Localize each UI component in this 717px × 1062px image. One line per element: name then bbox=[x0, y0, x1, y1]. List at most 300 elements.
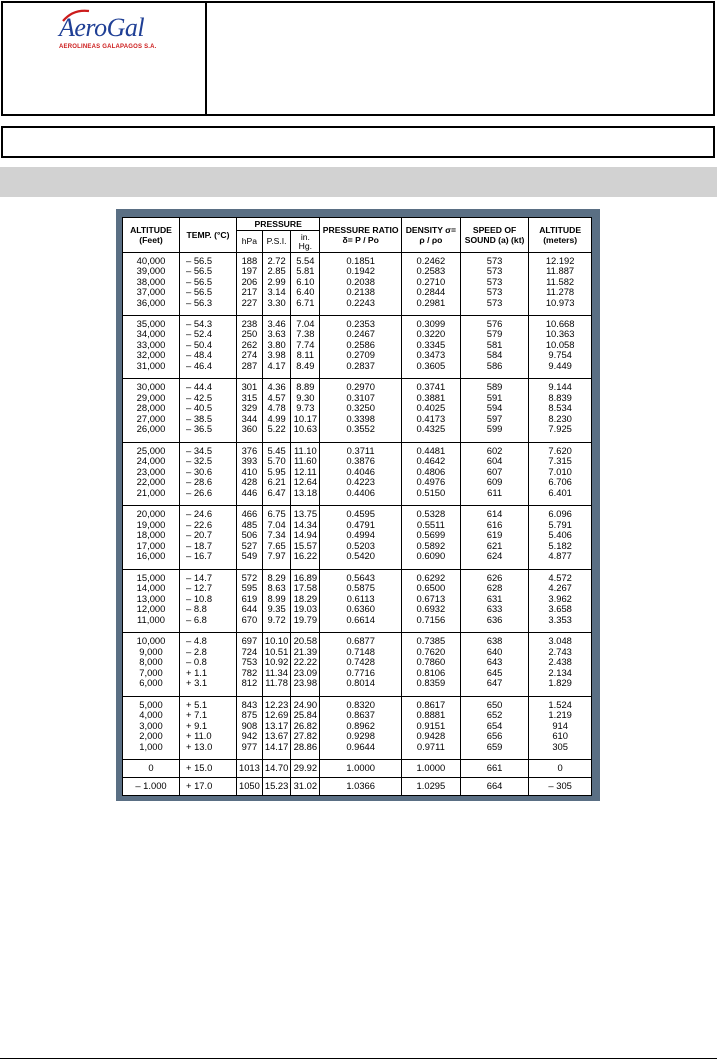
cell-value: 659 bbox=[486, 740, 503, 752]
cell-value: 572 bbox=[241, 571, 258, 583]
footer-divider bbox=[0, 1058, 717, 1059]
cell-value: 315 bbox=[241, 391, 258, 403]
cell-value: 2.85 bbox=[267, 265, 286, 276]
cell-value: 446 bbox=[241, 486, 258, 498]
header-hpa: hPa bbox=[237, 230, 263, 252]
cell-value: 9.72 bbox=[267, 613, 286, 625]
cell-altitude-m bbox=[529, 760, 592, 778]
cell-value: 0.7156 bbox=[416, 613, 446, 625]
cell-value: 619 bbox=[486, 529, 503, 541]
cell-value: 9.754 bbox=[548, 349, 572, 361]
cell-value: 664 bbox=[486, 780, 503, 792]
cell-value: 12.192 bbox=[545, 254, 575, 266]
cell-value: 636 bbox=[486, 613, 503, 625]
cell-value: 8.230 bbox=[548, 412, 572, 424]
cell-inhg bbox=[291, 633, 320, 696]
cell-value: 9.449 bbox=[548, 359, 572, 371]
cell-value: 0.4481 bbox=[416, 444, 446, 456]
cell-value: 11.34 bbox=[265, 666, 288, 678]
cell-value: 0.2970 bbox=[346, 381, 375, 393]
cell-temp bbox=[180, 760, 237, 778]
cell-value: 301 bbox=[241, 381, 258, 393]
cell-density bbox=[401, 379, 460, 442]
cell-value: 8.63 bbox=[267, 582, 286, 594]
cell-value: 16.22 bbox=[293, 550, 318, 562]
cell-value: 6,000 bbox=[139, 677, 163, 689]
cell-altitude-m bbox=[529, 315, 592, 378]
cell-altitude-ft bbox=[123, 569, 180, 632]
table-row-group bbox=[123, 315, 592, 378]
cell-value: 206 bbox=[241, 275, 258, 287]
cell-value: 1013 bbox=[239, 762, 260, 774]
cell-value: 250 bbox=[241, 328, 258, 340]
cell-value: 656 bbox=[486, 730, 503, 742]
cell-value: 0.7716 bbox=[346, 666, 375, 678]
cell-value: 1,000 bbox=[139, 740, 163, 752]
cell-value: 650 bbox=[486, 698, 503, 710]
cell-value: 652 bbox=[486, 709, 503, 721]
cell-density bbox=[401, 315, 460, 378]
cell-value: 0.4994 bbox=[346, 529, 375, 541]
cell-value: 34,000 bbox=[136, 328, 166, 340]
cell-value: 753 bbox=[241, 656, 258, 668]
cell-value: 25,000 bbox=[136, 444, 166, 456]
cell-value: 0.2709 bbox=[346, 349, 375, 361]
cell-value: 15,000 bbox=[136, 571, 166, 583]
cell-altitude-m bbox=[529, 633, 592, 696]
header-temp: TEMP. (°C) bbox=[180, 218, 237, 253]
cell-value: 0.3345 bbox=[416, 338, 446, 350]
cell-value: 262 bbox=[241, 338, 258, 350]
cell-value: 19,000 bbox=[136, 518, 166, 530]
cell-value: – 12.7 bbox=[186, 582, 213, 594]
cell-value: 7.34 bbox=[267, 529, 286, 541]
cell-value: 39,000 bbox=[136, 265, 166, 276]
cell-value: 7.65 bbox=[267, 539, 286, 551]
cell-value: 0.5511 bbox=[416, 518, 445, 530]
cell-value: 1.0295 bbox=[416, 780, 446, 792]
cell-value: 36,000 bbox=[136, 296, 166, 308]
cell-value: 0.4173 bbox=[416, 412, 446, 424]
cell-temp bbox=[180, 252, 237, 315]
cell-value: 428 bbox=[241, 476, 258, 488]
cell-value: 0.7148 bbox=[346, 645, 375, 657]
cell-temp bbox=[180, 569, 237, 632]
cell-value: 643 bbox=[486, 656, 503, 668]
cell-value: 597 bbox=[486, 412, 503, 424]
cell-psi bbox=[262, 506, 290, 569]
cell-value: 0.8359 bbox=[416, 677, 446, 689]
cell-value: – 42.5 bbox=[186, 391, 213, 403]
cell-hpa bbox=[237, 252, 263, 315]
cell-value: 611 bbox=[487, 486, 503, 498]
cell-temp bbox=[180, 379, 237, 442]
cell-psi bbox=[262, 696, 290, 759]
cell-inhg bbox=[291, 379, 320, 442]
cell-value: 26,000 bbox=[136, 423, 166, 435]
cell-value: 576 bbox=[486, 317, 503, 329]
cell-value: 914 bbox=[552, 719, 568, 731]
cell-value: 0.7385 bbox=[416, 635, 446, 647]
cell-value: 27.82 bbox=[293, 730, 318, 742]
cell-value: 3.962 bbox=[548, 592, 572, 604]
cell-value: 11.60 bbox=[293, 455, 317, 467]
cell-value: 1.0366 bbox=[346, 780, 375, 792]
cell-value: 0.2586 bbox=[346, 338, 375, 350]
cell-inhg bbox=[291, 569, 320, 632]
cell-value: 0.5150 bbox=[416, 486, 446, 498]
cell-value: 1.524 bbox=[548, 698, 572, 710]
cell-value: 5.45 bbox=[267, 444, 286, 456]
cell-value: 589 bbox=[486, 381, 503, 393]
cell-value: 599 bbox=[486, 423, 503, 435]
cell-value: 16,000 bbox=[136, 550, 166, 562]
cell-value: 3,000 bbox=[139, 719, 163, 731]
cell-value: 8.11 bbox=[296, 349, 315, 361]
cell-value: 0.2138 bbox=[346, 286, 375, 297]
cell-altitude-ft bbox=[123, 696, 180, 759]
cell-value: 0.5699 bbox=[416, 529, 446, 541]
cell-value: 0.5643 bbox=[346, 571, 375, 583]
cell-value: 1.829 bbox=[548, 677, 572, 689]
cell-psi bbox=[262, 778, 290, 796]
cell-value: 7.04 bbox=[267, 518, 286, 530]
cell-value: – 16.7 bbox=[186, 550, 213, 562]
cell-value: 7,000 bbox=[139, 666, 163, 678]
cell-value: 0.3473 bbox=[416, 349, 446, 361]
cell-hpa bbox=[237, 379, 263, 442]
cell-value: 29.92 bbox=[293, 762, 318, 774]
cell-value: – 1.000 bbox=[135, 780, 167, 792]
cell-value: 4.877 bbox=[548, 550, 572, 562]
cell-value: 11.10 bbox=[293, 444, 317, 456]
cell-density bbox=[401, 252, 460, 315]
cell-value: 645 bbox=[486, 666, 503, 678]
cell-value: 0.9711 bbox=[416, 740, 445, 752]
cell-speed-of-sound bbox=[460, 252, 528, 315]
cell-value: 4.99 bbox=[267, 412, 286, 424]
cell-altitude-ft bbox=[123, 633, 180, 696]
cell-value: 573 bbox=[486, 286, 503, 297]
cell-value: 0.5203 bbox=[346, 539, 375, 551]
cell-value: 238 bbox=[241, 317, 258, 329]
cell-value: + 9.1 bbox=[186, 719, 208, 731]
cell-value: 3.048 bbox=[548, 635, 572, 647]
cell-psi bbox=[262, 442, 290, 505]
cell-value: 24.90 bbox=[293, 698, 318, 710]
cell-value: 10.973 bbox=[545, 296, 575, 308]
cell-value: + 5.1 bbox=[186, 698, 208, 710]
cell-value: 23,000 bbox=[136, 465, 166, 477]
cell-psi bbox=[262, 252, 290, 315]
cell-value: 19.79 bbox=[293, 613, 318, 625]
cell-value: – 48.4 bbox=[186, 349, 213, 361]
cell-value: 0.7428 bbox=[346, 656, 375, 668]
cell-value: 579 bbox=[486, 328, 503, 340]
cell-value: 10.668 bbox=[545, 317, 575, 329]
cell-altitude-m bbox=[529, 379, 592, 442]
cell-value: 7.620 bbox=[548, 444, 572, 456]
cell-inhg bbox=[291, 506, 320, 569]
cell-value: + 7.1 bbox=[186, 709, 208, 721]
cell-value: 12,000 bbox=[136, 603, 166, 615]
cell-value: 631 bbox=[486, 592, 503, 604]
cell-value: 0.8962 bbox=[346, 719, 375, 731]
cell-inhg bbox=[291, 778, 320, 796]
cell-inhg bbox=[291, 315, 320, 378]
cell-value: 0.6360 bbox=[346, 603, 375, 615]
cell-value: – 0.8 bbox=[186, 656, 207, 668]
cell-value: 33,000 bbox=[136, 338, 166, 350]
cell-psi bbox=[262, 633, 290, 696]
cell-value: 0.4046 bbox=[346, 465, 375, 477]
header-psi: P.S.I. bbox=[262, 230, 290, 252]
cell-value: 5.54 bbox=[296, 254, 315, 266]
cell-pressure-ratio bbox=[320, 696, 402, 759]
cell-value: 3.98 bbox=[267, 349, 286, 361]
cell-density bbox=[401, 633, 460, 696]
cell-value: 8.99 bbox=[267, 592, 286, 604]
cell-value: 0.4025 bbox=[416, 402, 446, 414]
cell-value: 581 bbox=[486, 338, 503, 350]
cell-value: 0.8881 bbox=[416, 709, 446, 721]
cell-value: 527 bbox=[241, 539, 258, 551]
cell-hpa bbox=[237, 569, 263, 632]
cell-density bbox=[401, 569, 460, 632]
cell-value: 584 bbox=[486, 349, 503, 361]
cell-value: – 56.5 bbox=[186, 254, 213, 266]
cell-value: 10.17 bbox=[293, 412, 318, 424]
cell-value: – 32.5 bbox=[186, 455, 213, 467]
cell-pressure-ratio bbox=[320, 760, 402, 778]
header-pressure-ratio: PRESSURE RATIO δ= P / Po bbox=[320, 218, 402, 253]
cell-value: 0.9428 bbox=[416, 730, 446, 742]
cell-value: 1.0000 bbox=[346, 762, 375, 774]
cell-value: 2.743 bbox=[548, 645, 572, 657]
cell-value: 0.8106 bbox=[416, 666, 446, 678]
cell-value: 0.3220 bbox=[416, 328, 446, 340]
cell-temp bbox=[180, 633, 237, 696]
cell-value: 633 bbox=[486, 603, 503, 615]
cell-value: 0.2038 bbox=[346, 275, 375, 287]
cell-temp bbox=[180, 696, 237, 759]
cell-value: 614 bbox=[486, 508, 503, 520]
cell-value: 10.92 bbox=[264, 656, 289, 668]
standard-atmosphere-table bbox=[122, 217, 592, 796]
cell-value: 0.9151 bbox=[416, 719, 446, 731]
cell-value: – 40.5 bbox=[186, 402, 213, 414]
cell-value: 10.51 bbox=[264, 645, 289, 657]
cell-altitude-m bbox=[529, 442, 592, 505]
cell-value: + 15.0 bbox=[186, 762, 213, 774]
cell-value: – 22.6 bbox=[186, 518, 213, 530]
cell-density bbox=[401, 696, 460, 759]
cell-value: – 14.7 bbox=[186, 571, 213, 583]
header-density: DENSITY σ= ρ / ρo bbox=[401, 218, 460, 253]
cell-value: 843 bbox=[241, 698, 258, 710]
cell-pressure-ratio bbox=[320, 379, 402, 442]
cell-value: – 54.3 bbox=[186, 317, 213, 329]
cell-value: 20.58 bbox=[293, 635, 318, 647]
cell-value: 28.86 bbox=[293, 740, 318, 752]
cell-value: 4.36 bbox=[267, 381, 286, 393]
cell-value: 14.94 bbox=[293, 529, 318, 541]
cell-inhg bbox=[291, 252, 320, 315]
cell-value: 0.3881 bbox=[416, 391, 446, 403]
cell-value: 16.89 bbox=[293, 571, 318, 583]
cell-value: 0.2243 bbox=[346, 296, 375, 308]
cell-value: 8.49 bbox=[296, 359, 315, 371]
cell-speed-of-sound bbox=[460, 633, 528, 696]
cell-value: 5.95 bbox=[267, 465, 286, 477]
cell-value: 0.3552 bbox=[346, 423, 375, 435]
cell-value: – 30.6 bbox=[186, 465, 213, 477]
cell-value: 28,000 bbox=[136, 402, 166, 414]
cell-density bbox=[401, 778, 460, 796]
cell-value: 908 bbox=[241, 719, 258, 731]
cell-value: 0.5892 bbox=[416, 539, 446, 551]
cell-value: 27,000 bbox=[136, 412, 166, 424]
cell-value: 35,000 bbox=[136, 317, 166, 329]
cell-value: 977 bbox=[241, 740, 258, 752]
cell-value: 25.84 bbox=[293, 709, 318, 721]
cell-value: 0.3107 bbox=[346, 391, 375, 403]
cell-density bbox=[401, 506, 460, 569]
cell-value: 14.17 bbox=[264, 740, 289, 752]
cell-value: 376 bbox=[241, 444, 258, 456]
cell-altitude-m bbox=[529, 252, 592, 315]
cell-value: 4.572 bbox=[548, 571, 572, 583]
cell-value: 12.23 bbox=[264, 698, 289, 710]
cell-value: 0.2981 bbox=[416, 296, 446, 308]
cell-hpa bbox=[237, 778, 263, 796]
cell-value: 0.6500 bbox=[416, 582, 446, 594]
cell-value: 0.4325 bbox=[416, 423, 446, 435]
cell-value: 15.23 bbox=[264, 780, 289, 792]
cell-value: 0.2844 bbox=[416, 286, 446, 297]
cell-hpa bbox=[237, 633, 263, 696]
cell-value: 360 bbox=[241, 423, 258, 435]
cell-value: 0.6877 bbox=[346, 635, 375, 647]
cell-value: 573 bbox=[486, 275, 503, 287]
cell-value: 0.4642 bbox=[416, 455, 446, 467]
cell-value: – 8.8 bbox=[186, 603, 207, 615]
cell-value: + 17.0 bbox=[186, 780, 213, 792]
cell-altitude-m bbox=[529, 778, 592, 796]
cell-altitude-m bbox=[529, 506, 592, 569]
cell-value: 14.34 bbox=[293, 518, 318, 530]
table-row-group bbox=[123, 252, 592, 315]
cell-value: 17,000 bbox=[136, 539, 166, 551]
cell-pressure-ratio bbox=[320, 633, 402, 696]
cell-density bbox=[401, 760, 460, 778]
cell-value: 0.5328 bbox=[416, 508, 446, 520]
cell-value: 0.6713 bbox=[416, 592, 446, 604]
cell-value: 29,000 bbox=[136, 391, 166, 403]
cell-value: 12.11 bbox=[293, 465, 317, 477]
cell-value: 7.010 bbox=[548, 465, 572, 477]
cell-value: 305 bbox=[552, 740, 568, 752]
cell-value: 4,000 bbox=[139, 709, 163, 721]
cell-value: 1050 bbox=[239, 780, 260, 792]
cell-value: 624 bbox=[486, 550, 503, 562]
cell-value: 21.39 bbox=[293, 645, 318, 657]
cell-value: 619 bbox=[241, 592, 258, 604]
cell-value: 18,000 bbox=[136, 529, 166, 541]
cell-value: 9.35 bbox=[267, 603, 286, 615]
cell-value: 4.17 bbox=[267, 359, 286, 371]
cell-value: 0.2353 bbox=[346, 317, 375, 329]
cell-value: 0.9644 bbox=[346, 740, 375, 752]
cell-value: 13.18 bbox=[293, 486, 318, 498]
cell-value: 19.03 bbox=[293, 603, 318, 615]
cell-value: 37,000 bbox=[136, 286, 166, 297]
cell-pressure-ratio bbox=[320, 252, 402, 315]
cell-inhg bbox=[291, 760, 320, 778]
cell-value: 6.706 bbox=[548, 476, 572, 488]
cell-value: 21,000 bbox=[136, 486, 166, 498]
cell-value: 13.75 bbox=[293, 508, 318, 520]
cell-temp bbox=[180, 506, 237, 569]
cell-value: 0.9298 bbox=[346, 730, 375, 742]
cell-value: 274 bbox=[241, 349, 258, 361]
cell-value: – 46.4 bbox=[186, 359, 213, 371]
cell-value: 3.63 bbox=[267, 328, 286, 340]
title-bar bbox=[1, 126, 715, 158]
cell-value: 0.2462 bbox=[416, 254, 446, 266]
table-body bbox=[123, 252, 592, 796]
cell-value: 22,000 bbox=[136, 476, 166, 488]
cell-value: 40,000 bbox=[136, 254, 166, 266]
cell-value: 626 bbox=[486, 571, 503, 583]
cell-value: 602 bbox=[486, 444, 503, 456]
cell-value: 31.02 bbox=[293, 780, 318, 792]
cell-value: 506 bbox=[241, 529, 258, 541]
cell-value: 0.4406 bbox=[346, 486, 375, 498]
cell-value: 697 bbox=[241, 635, 258, 647]
cell-value: 14.70 bbox=[264, 762, 289, 774]
cell-value: 7.97 bbox=[267, 550, 286, 562]
cell-value: 3.30 bbox=[267, 296, 286, 308]
header-pressure: PRESSURE bbox=[237, 218, 320, 231]
cell-value: 11.582 bbox=[546, 275, 575, 287]
cell-altitude-ft bbox=[123, 442, 180, 505]
cell-value: 6.401 bbox=[548, 486, 572, 498]
cell-value: 26.82 bbox=[293, 719, 318, 731]
header-altitude-meters: ALTITUDE (meters) bbox=[529, 218, 592, 253]
cell-value: 0.3605 bbox=[416, 359, 446, 371]
cell-value: 644 bbox=[241, 603, 258, 615]
cell-value: 0.8637 bbox=[346, 709, 375, 721]
cell-value: 616 bbox=[486, 518, 503, 530]
table-row-group bbox=[123, 569, 592, 632]
cell-value: 628 bbox=[486, 582, 503, 594]
cell-value: 23.09 bbox=[293, 666, 318, 678]
cell-value: 640 bbox=[486, 645, 503, 657]
cell-inhg bbox=[291, 696, 320, 759]
cell-value: 30,000 bbox=[136, 381, 166, 393]
table-row-group bbox=[123, 442, 592, 505]
cell-value: 5,000 bbox=[139, 698, 163, 710]
cell-value: 6.10 bbox=[296, 275, 315, 287]
cell-value: 5.70 bbox=[267, 455, 286, 467]
cell-value: 8.29 bbox=[267, 571, 286, 583]
cell-value: 13.17 bbox=[264, 719, 289, 731]
cell-altitude-ft bbox=[123, 252, 180, 315]
cell-value: – 36.5 bbox=[186, 423, 213, 435]
cell-value: 0.8014 bbox=[346, 677, 375, 689]
logo-subtitle: AEROLINEAS GALAPAGOS S.A. bbox=[59, 44, 157, 50]
